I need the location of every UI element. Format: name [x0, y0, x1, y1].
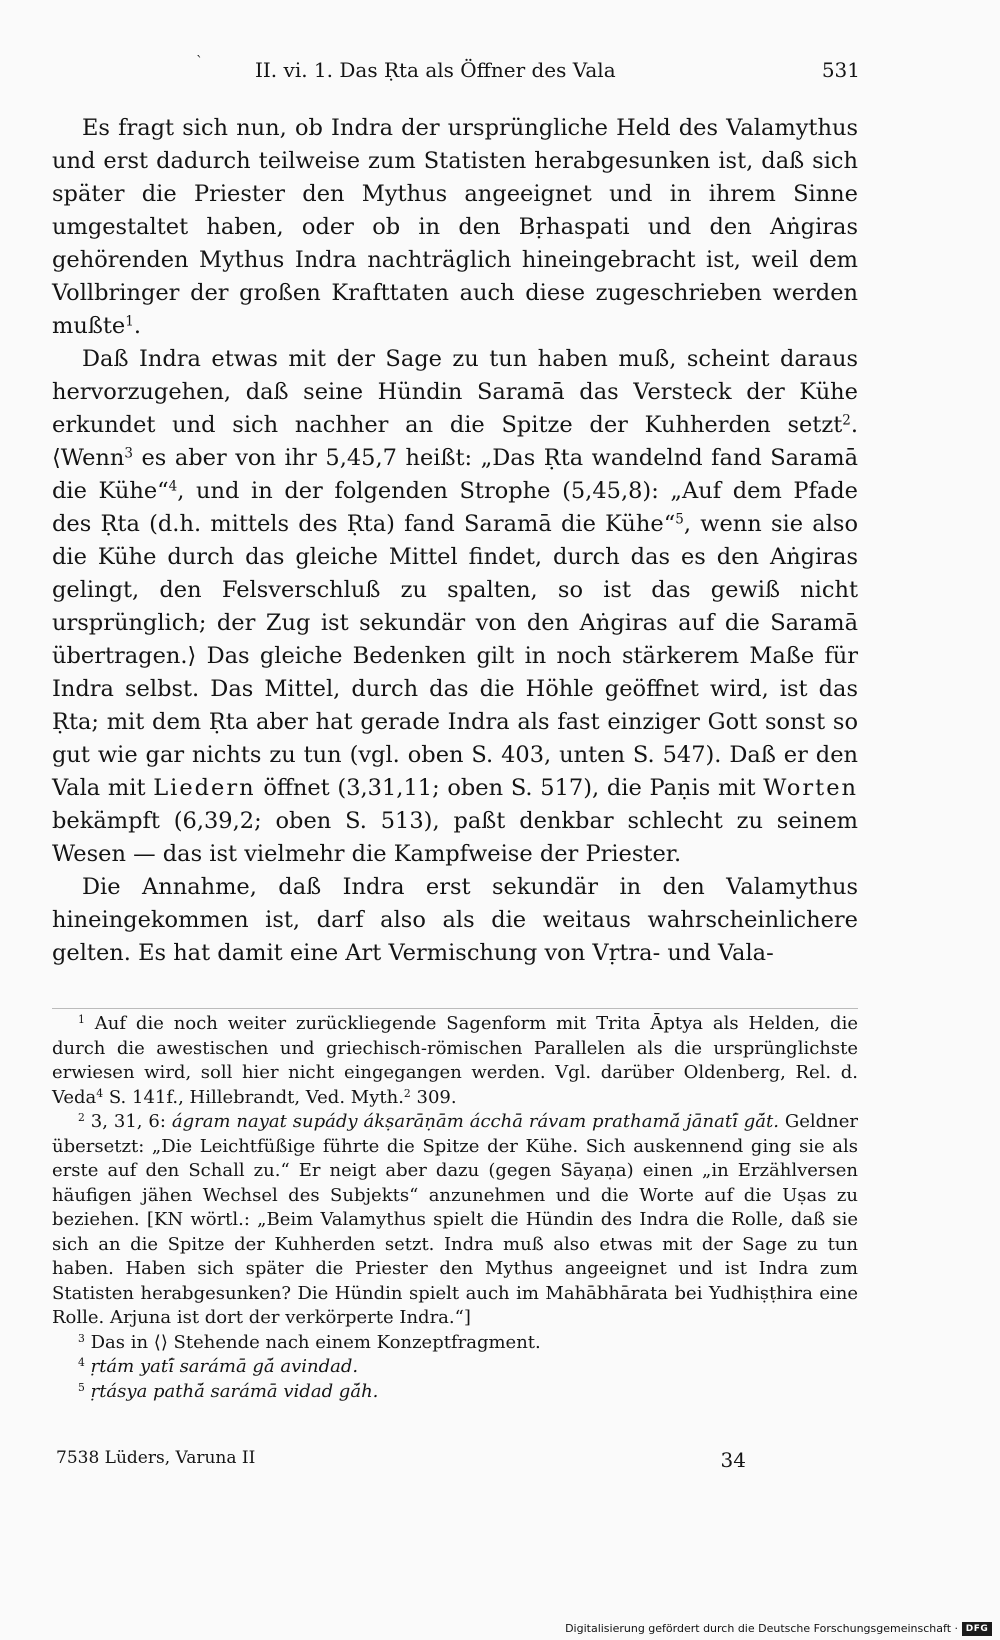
footnote-1-text-3: 309. [410, 1086, 457, 1108]
footnote-1-number: 1 [78, 1013, 85, 1027]
footnote-4-number: 4 [78, 1356, 85, 1370]
paragraph-2-part-e: , wenn sie also die Kühe durch das gleiche Mittel findet, durch das es den Aṅgiras gelingt, den Felsverschluß zu spalten, so ist das gewiß nicht ursprünglich; der Zug ist sekundär von den Aṅgiras auf die Saramā übertragen.⟩ Das gleiche Bedenken gilt in noch stärkerem Maße für Indra selbst. Das Mittel, durch das die Höhle geöffnet wird, ist das Ṛta; mit dem Ṛta aber hat gerade Indra als fast einziger Gott sonst so gut wie gar nichts zu tun (vgl. oben S. 403, unten S. 547). Daß er den Vala mit [52, 511, 858, 801]
main-text [52, 112, 858, 970]
paragraph-2-part-c: es aber von ihr 5,45,7 heißt: „Das Ṛta wandelnd fand Saramā die Kühe“ [52, 445, 858, 504]
footnote-1-sup-a: 4 [96, 1086, 104, 1100]
footnote-2 [52, 1110, 858, 1331]
running-header [50, 54, 860, 88]
footnote-rule [52, 1008, 858, 1009]
signature-mark: 7538 Lüders, Varuna II [56, 1448, 256, 1468]
paragraph-2-part-a: Daß Indra etwas mit der Sage zu tun haben muß, scheint daraus hervorzugehen, daß seine Hündin Saramā das Versteck der Kühe erkundet und sich nachher an die Spitze der Kuhherden setzt [52, 346, 858, 438]
footnote-4-quote: ṛtám yatī́ sarámā gā́ avindad. [84, 1356, 359, 1377]
digitization-credit: Digitalisierung gefördert durch die Deutsche Forschungsgemeinschaft · [565, 1622, 958, 1635]
footnote-2-text: Geldner übersetzt: „Die Leichtfüßige führte die Spitze der Kühe. Sich auskennend ging sie als erste auf den Schall zu.“ Er neigt aber dazu (gegen Sāyaṇa) einen „in Erzählversen häufigen jähen Wechsel des Subjekts“ anzunehmen und die Worte auf die Uṣas zu beziehen. [KN wörtl.: „Beim Valamythus spielt die Hündin des Indra die Rolle, daß sie sich an die Spitze der Kuhherden setzt. Indra muß also etwas mit der Sage zu tun haben. Haben sich später die Priester den Mythus angeeignet und ist Indra zum Statisten herabgesunken? Die Hündin spielt auch im Mahābhārata bei Yudhiṣṭhira eine Rolle. Arjuna ist dort der verkörperte Indra.“] [52, 1111, 859, 1328]
footnote-ref-4: 4 [168, 478, 178, 495]
footnote-1-sup-b: 2 [403, 1086, 411, 1100]
paragraph-2-part-d: , und in der folgenden Strophe (5,45,8): „Auf dem Pfade des Ṛta (d.h. mittels des Ṛta) fand Saramā die Kühe“ [52, 478, 859, 537]
footnote-3 [52, 1331, 858, 1356]
header-mark: ` [196, 54, 203, 70]
footnote-ref-2: 2 [842, 412, 851, 429]
paragraph-1-end: . [133, 313, 141, 339]
footnote-2-number: 2 [78, 1111, 85, 1125]
footnote-ref-1: 1 [125, 313, 134, 330]
footnote-3-text: Das in ⟨⟩ Stehende nach einem Konzeptfragment. [84, 1331, 541, 1353]
footnote-5 [52, 1380, 858, 1405]
footnote-5-number: 5 [78, 1380, 85, 1394]
footnote-ref-3: 3 [124, 445, 133, 462]
footnotes [52, 1012, 858, 1404]
footnote-1 [52, 1012, 858, 1110]
paragraph-2-part-f: öffnet (3,31,11; oben S. 517), die Paṇis mit [255, 775, 764, 801]
page-number: 531 [821, 58, 860, 82]
spaced-word-worten: Worten [763, 775, 858, 801]
paragraph-3 [52, 871, 858, 970]
footnote-1-text: Auf die noch weiter zurückliegende Sagenform mit Trita Āptya als Helden, die durch die awestischen und griechisch-römischen Parallelen als die ursprünglichste erwiesen wird, soll hier nicht eingegangen werden. Vgl. darüber Oldenberg, Rel. d. Veda [52, 1013, 858, 1108]
footnote-2-ref: 3, 31, 6: [84, 1111, 172, 1132]
signature-number: 34 [720, 1448, 746, 1472]
paragraph-2-part-b: . ⟨Wenn [52, 412, 858, 471]
paragraph-1-text: Es fragt sich nun, ob Indra der ursprüngliche Held des Valamythus und erst dadurch teilweise zum Statisten herabgesunken ist, daß sich später die Priester den Mythus angeeignet und in ihrem Sinne umgestaltet haben, oder ob in den Bṛhaspati und den Aṅgiras gehörenden Mythus Indra nachträglich hineingebracht ist, weil dem Vollbringer der großen Krafttaten auch diese zugeschrieben werden mußte [52, 115, 858, 339]
running-title: II. vi. 1. Das Ṛta als Öffner des Vala [255, 58, 616, 82]
footnote-3-number: 3 [78, 1331, 85, 1345]
footnote-5-quote: ṛtásya pathā́ sarámā vidad gā́h. [84, 1380, 379, 1402]
signature-line [56, 1448, 746, 1474]
footnote-4 [52, 1355, 858, 1380]
footnote-2-quote: ágram nayat supády ákṣarāṇām ácchā rávam prathamā́ jānatī́ gā́t. [171, 1111, 779, 1132]
paragraph-2-part-g: bekämpft (6,39,2; oben S. 513), paßt denkbar schlecht zu seinem Wesen — das ist vielmehr die Kampfweise der Priester. [52, 808, 858, 867]
footnote-1-text-2: S. 141f., Hillebrandt, Ved. Myth. [103, 1086, 404, 1108]
paragraph-3-text: Die Annahme, daß Indra erst sekundär in den Valamythus hineingekommen ist, darf also als die weitaus wahrscheinlichere gelten. Es hat damit eine Art Vermischung von Vṛtra- und Vala- [52, 874, 858, 966]
spaced-word-liedern: Liedern [153, 775, 256, 801]
footnote-ref-5: 5 [675, 511, 684, 528]
paragraph-2 [52, 343, 858, 871]
paragraph-1 [52, 112, 858, 343]
dfg-logo: DFG [962, 1622, 992, 1636]
